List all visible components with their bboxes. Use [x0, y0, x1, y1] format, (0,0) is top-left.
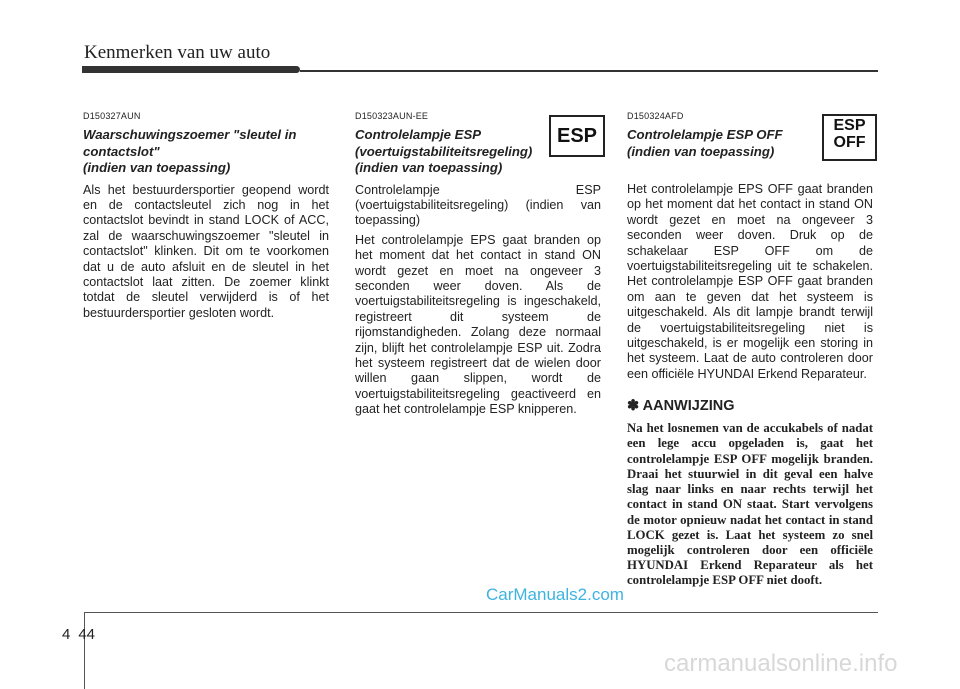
watermark-link[interactable]: CarManuals2.com	[486, 585, 624, 604]
heading-line: (indien van toepassing)	[627, 143, 775, 159]
paragraph: Het controlelampje EPS gaat branden op het moment dat het contact in stand ON wordt gezet en moet na ongeveer 3 seconden weer doven. Als de voertuigstabiliteitsregeling is ingeschakeld, registreert dit systeem de rijomstandigheden. Zolang deze normaal zijn, blijft het controlelampje ESP uit. Zodra het systeem registreert dat de wielen door willen gaan slippen, wordt de voertuigstabiliteitsregeling geactiveerd en gaat het controlelampje ESP knipperen.	[355, 232, 601, 417]
paragraph: Als het bestuurdersportier geopend wordt en de contactsleutel zich nog in het contactslot bevindt in stand LOCK of ACC, zal de waarschuwingszoemer "sleutel in contactslot" klinken. Dit om te voorkomen dat u de auto afsluit en de sleutel in het contactslot laat zitten. De zoemer klinkt totdat de sleutel verwijderd is of het bestuurdersportier gesloten wordt.	[83, 182, 329, 320]
note-title: ✽ AANWIJZING	[627, 398, 735, 415]
header-rule	[300, 70, 878, 72]
section-body	[355, 183, 601, 418]
section-body	[83, 183, 329, 322]
heading-line: (indien van toepassing)	[355, 160, 503, 175]
section-code: D150323AUN-EE	[355, 111, 429, 121]
section-heading	[83, 127, 329, 177]
page-header-title: Kenmerken van uw auto	[84, 42, 271, 63]
section-esp-off-indicator	[627, 111, 873, 589]
section-body	[627, 182, 873, 382]
heading-line: Controlelampje ESP	[355, 127, 482, 142]
esp-off-warning-icon	[822, 114, 877, 161]
heading-line: contactslot"	[83, 143, 160, 159]
heading-line: Waarschuwingszoemer "sleutel in	[83, 127, 297, 142]
page-number	[62, 626, 103, 643]
section-key-warning	[83, 111, 329, 325]
footer-watermark: carmanualsonline.info	[664, 650, 898, 677]
icon-line: ESP	[833, 117, 866, 134]
heading-line: (voertuigstabiliteitsregeling)	[355, 143, 533, 159]
section-code: D150324AFD	[627, 111, 684, 121]
page-number-value: 44	[78, 626, 96, 643]
note-body: Na het losnemen van de accukabels of nadat een lege accu opgeladen is, gaat het controlelampje ESP OFF mogelijk branden. Draai het stuurwiel in dit geval een halve slag naar links en naar rechts terwijl het contact in stand ON staat. Start vervolgens de motor opnieuw nadat het contact in stand LOCK gezet is. Laat het systeem zo snel mogelijk controleren door een officiële HYUNDAI Erkend Reparateur als het controlelampje ESP OFF niet dooft.	[627, 421, 873, 588]
esp-warning-icon: ESP	[549, 115, 605, 157]
chapter-number: 4	[62, 626, 71, 643]
paragraph: Het controlelampje EPS OFF gaat branden op het moment dat het contact in stand ON wordt gezet en moet na ongeveer 3 seconden weer doven. Druk op de schakelaar ESP OFF om de voertuigstabiliteitsregeling uit te schakelen. Het controlelampje ESP OFF gaat branden om aan te geven dat het systeem is uitgeschakeld. Als dit lampje brandt terwijl de voertuigstabiliteitsregeling niet is uitgeschakeld, is er mogelijk een storing in het systeem. Laat de auto controleren door een officiële HYUNDAI Erkend Reparateur.	[627, 182, 873, 381]
paragraph: Controlelampje ESP (voertuigstabiliteitsregeling) (indien van toepassing)	[355, 182, 601, 228]
section-esp-indicator	[355, 111, 601, 422]
header-bar	[82, 66, 300, 73]
section-code: D150327AUN	[83, 111, 141, 121]
footer-rule	[84, 612, 878, 613]
heading-line: Controlelampje ESP OFF	[627, 127, 783, 142]
footer-divider	[84, 612, 85, 689]
icon-line: OFF	[833, 134, 866, 151]
heading-line: (indien van toepassing)	[83, 160, 231, 175]
